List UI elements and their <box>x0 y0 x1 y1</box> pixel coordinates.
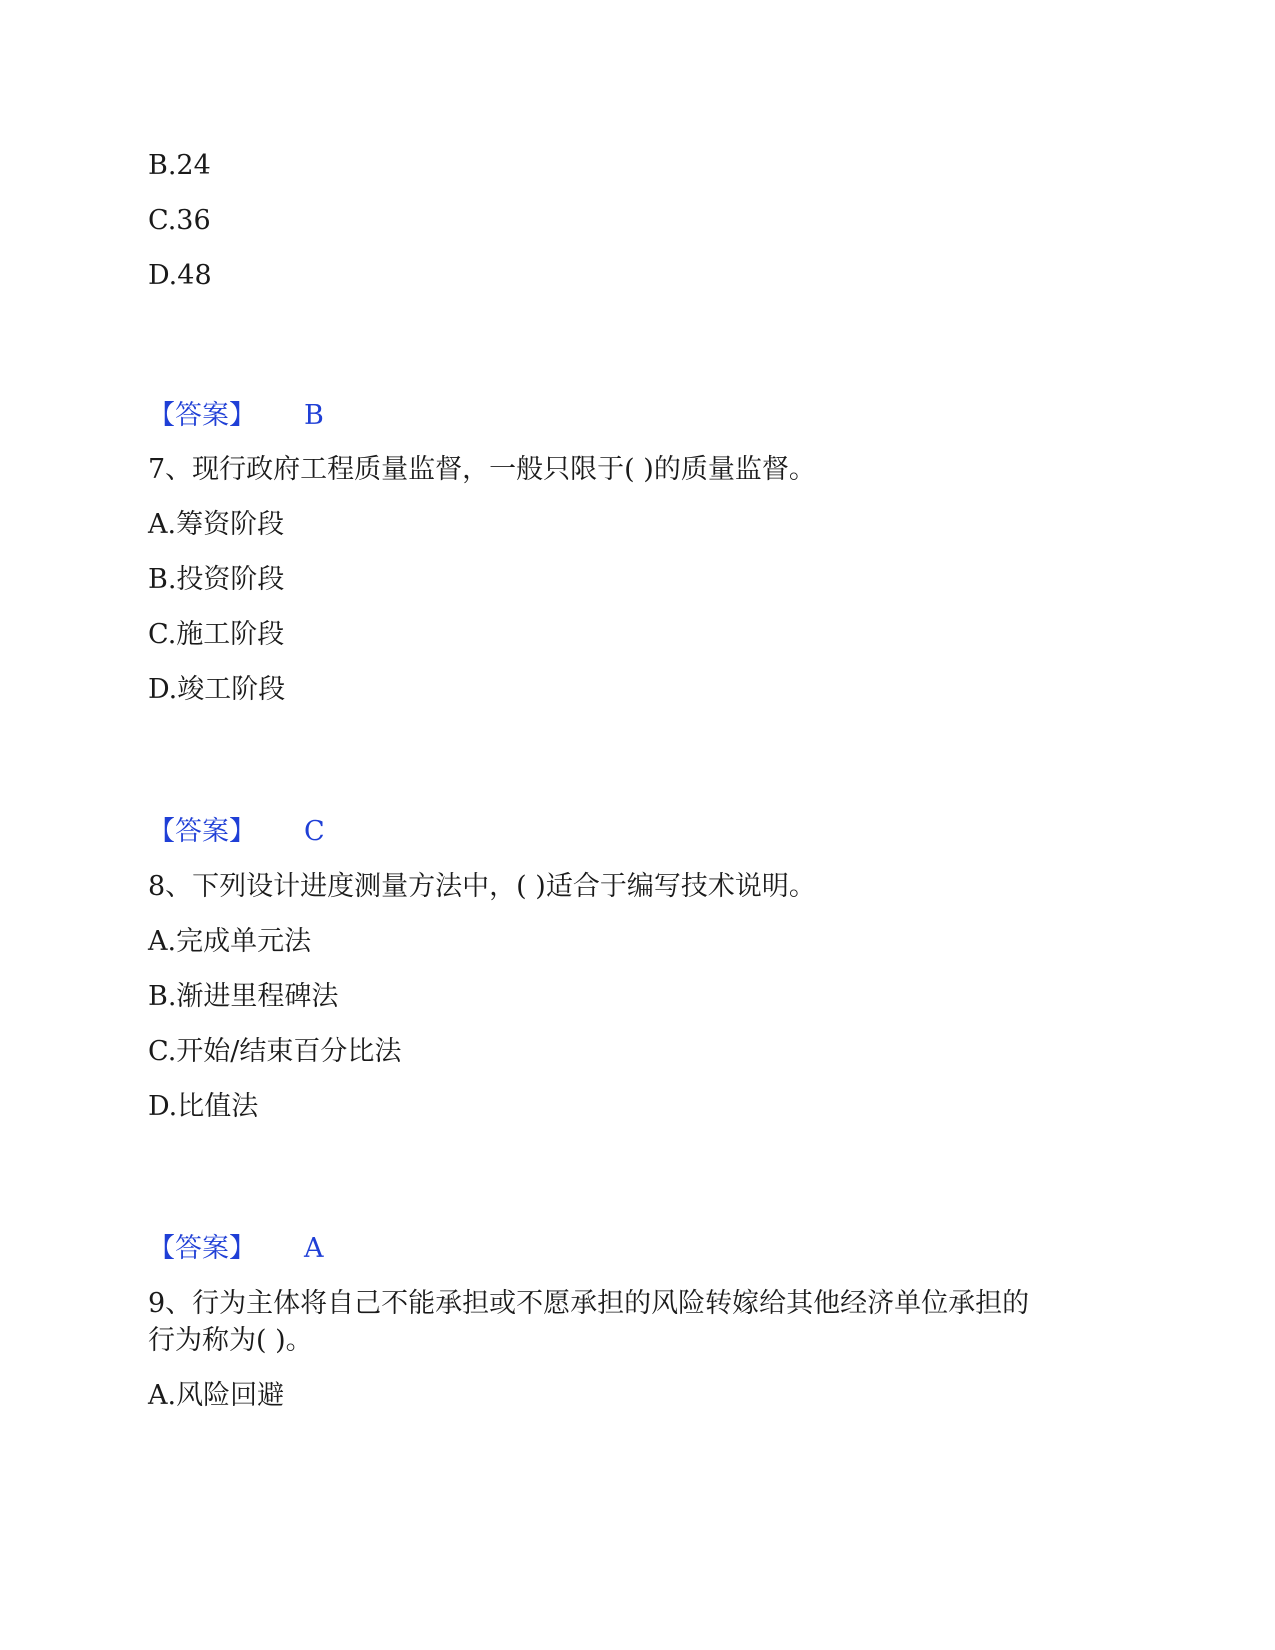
q7-option-c: C.施工阶段 <box>148 619 285 650</box>
q6-option-b: B.24 <box>148 150 211 181</box>
answer-label: 【答案】 <box>148 1233 256 1264</box>
q7-option-b: B.投资阶段 <box>148 564 285 595</box>
q8-stem: 8、下列设计进度测量方法中，( )适合于编写技术说明。 <box>148 871 816 902</box>
q6-answer <box>148 398 324 434</box>
q6-option-c: C.36 <box>148 205 211 236</box>
q8-option-c: C.开始/结束百分比法 <box>148 1036 402 1067</box>
q8-option-b: B.渐进里程碑法 <box>148 981 339 1012</box>
q8-answer <box>148 1231 324 1267</box>
q7-stem: 7、现行政府工程质量监督，一般只限于( )的质量监督。 <box>148 454 816 485</box>
answer-value: B <box>304 400 324 431</box>
q9-stem-line2: 行为称为( )。 <box>148 1325 313 1356</box>
answer-value: C <box>304 816 325 847</box>
q7-option-d: D.竣工阶段 <box>148 674 286 705</box>
answer-value: A <box>304 1233 324 1264</box>
q6-option-d: D.48 <box>148 260 212 291</box>
q8-option-a: A.完成单元法 <box>148 926 312 957</box>
q7-answer <box>148 814 325 850</box>
q9-option-a: A.风险回避 <box>148 1380 285 1411</box>
q8-option-d: D.比值法 <box>148 1091 259 1122</box>
q9-stem-line1: 9、行为主体将自己不能承担或不愿承担的风险转嫁给其他经济单位承担的 <box>148 1288 1030 1319</box>
q7-option-a: A.筹资阶段 <box>148 509 285 540</box>
answer-label: 【答案】 <box>148 816 256 847</box>
answer-label: 【答案】 <box>148 400 256 431</box>
